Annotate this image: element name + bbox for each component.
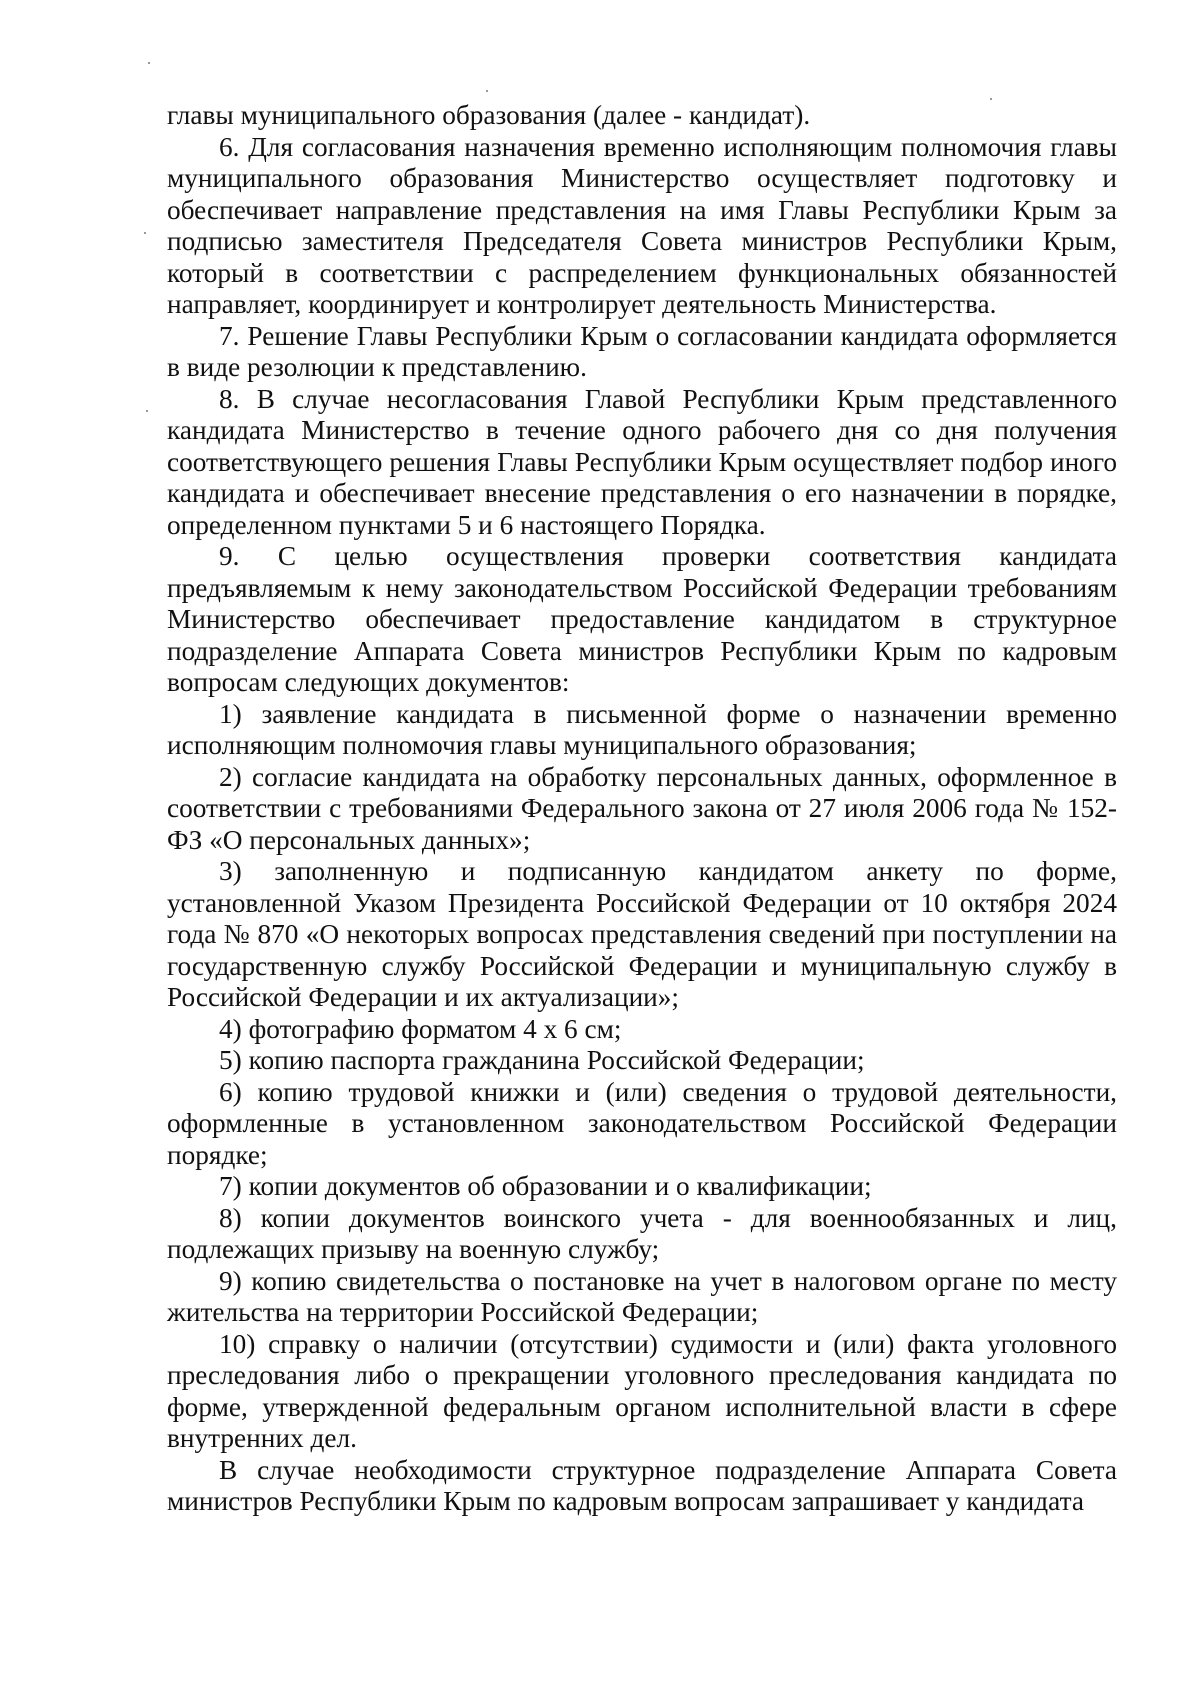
list-item-3: 3) заполненную и подписанную кандидатом анкету по форме, установленной Указом Президента Российской Федерации от 10 октября 2024 года № 870 «О некоторых вопросах представления сведений при поступлении на государственную службу Российской Федерации и муниципальную службу в Российской Федерации и их актуализации»; (167, 856, 1117, 1012)
list-item-7: 7) копии документов об образовании и о квалификации; (219, 1171, 872, 1201)
paragraph-item-7: 7. Решение Главы Республики Крым о согласовании кандидата оформляется в виде резолюции к представлению. (167, 320, 1117, 382)
paragraph-item-6: 6. Для согласования назначения временно исполняющим полномочия главы муниципального образования Министерство осуществляет подготовку и обеспечивает направление представления на имя Главы Республики Крым за подписью заместителя Председателя Совета министров Республики Крым, который в соответствии с распределением функциональных обязанностей направляет, координирует и контролирует деятельность Министерства. (167, 131, 1117, 319)
scan-speck (146, 410, 148, 412)
scan-speck (144, 232, 146, 234)
list-item-8: 8) копии документов воинского учета - для военнообязанных и лиц, подлежащих призыву на военную службу; (167, 1202, 1117, 1264)
paragraph-final: В случае необходимости структурное подразделение Аппарата Совета министров Республики Крым по кадровым вопросам запрашивает у кандидата (167, 1454, 1117, 1516)
list-item-4: 4) фотографию форматом 4 х 6 см; (219, 1013, 622, 1044)
list-item-9: 9) копию свидетельства о постановке на учет в налоговом органе по месту жительства на территории Российской Федерации; (167, 1265, 1117, 1327)
scan-speck (486, 90, 488, 92)
list-item-6: 6) копию трудовой книжки и (или) сведения о трудовой деятельности, оформленные в установленном законодательством Российской Федерации порядке; (167, 1076, 1117, 1170)
document-page (167, 100, 1117, 1518)
paragraph-item-9: 9. С целью осуществления проверки соответствия кандидата предъявляемым к нему законодательством Российской Федерации требованиям Министерство обеспечивает предоставление кандидатом в структурное подразделение Аппарата Совета министров Республики Крым по кадровым вопросам следующих документов: (167, 541, 1117, 697)
scan-speck (148, 62, 150, 64)
paragraph-item-8: 8. В случае несогласования Главой Республики Крым представленного кандидата Министерство в течение одного рабочего дня со дня получения соответствующего решения Главы Республики Крым осуществляет подбор иного кандидата и обеспечивает внесение представления о его назначении в порядке, определенном пунктами 5 и 6 настоящего Порядка. (167, 383, 1117, 540)
paragraph-continuation: главы муниципального образования (далее - кандидат). (167, 100, 811, 130)
list-item-10: 10) справку о наличии (отсутствии) судимости и (или) факта уголовного преследования либо о прекращении уголовного преследования кандидата по форме, утвержденной федеральным органом исполнительной власти в сфере внутренних дел. (167, 1328, 1117, 1453)
list-item-2: 2) согласие кандидата на обработку персональных данных, оформленное в соответствии с требованиями Федерального закона от 27 июля 2006 года № 152-ФЗ «О персональных данных»; (167, 761, 1117, 855)
list-item-1: 1) заявление кандидата в письменной форме о назначении временно исполняющим полномочия главы муниципального образования; (167, 698, 1117, 760)
list-item-5: 5) копию паспорта гражданина Российской Федерации; (219, 1045, 865, 1075)
